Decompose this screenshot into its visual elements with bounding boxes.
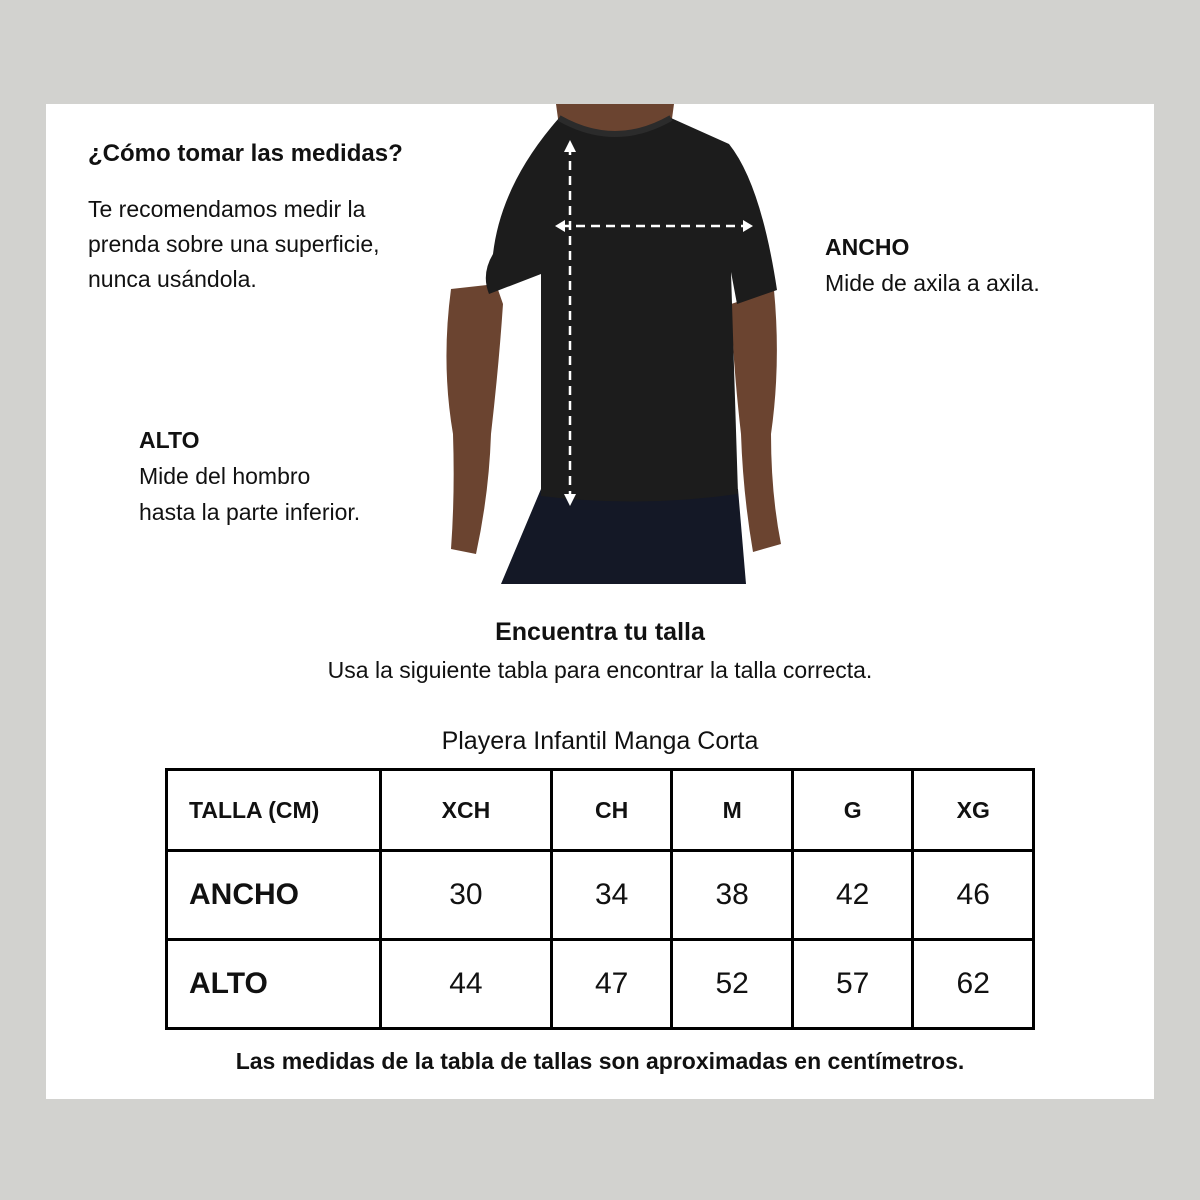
child-tshirt-illustration — [441, 104, 786, 584]
ancho-description: Mide de axila a axila. — [825, 270, 1040, 296]
header-cell: CH — [551, 770, 672, 851]
find-size-title: Encuentra tu talla — [495, 618, 705, 646]
table-cell: 30 — [381, 851, 552, 940]
row-label: ALTO — [167, 940, 381, 1029]
table-cell: 57 — [792, 940, 913, 1029]
header-cell: M — [672, 770, 793, 851]
table-caption: Playera Infantil Manga Corta — [441, 727, 759, 755]
left-arm-shape — [446, 284, 503, 554]
find-size-subtitle: Usa la siguiente tabla para encontrar la talla correcta. — [327, 657, 873, 683]
header-cell: G — [792, 770, 913, 851]
header-cell: TALLA (CM) — [167, 770, 381, 851]
table-row — [167, 940, 1034, 1029]
pants-shape — [501, 489, 746, 584]
size-guide-card — [46, 104, 1154, 1099]
table-row — [167, 851, 1034, 940]
alto-label-block — [139, 422, 360, 530]
alto-title: ALTO — [139, 427, 200, 453]
header-cell: XCH — [381, 770, 552, 851]
table-cell: 46 — [913, 851, 1034, 940]
header-cell: XG — [913, 770, 1034, 851]
table-cell: 44 — [381, 940, 552, 1029]
howto-text: Te recomendamos medir la prenda sobre una superficie, nunca usándola. — [88, 196, 380, 292]
howto-title: ¿Cómo tomar las medidas? — [88, 140, 403, 167]
tshirt-figure-svg — [441, 104, 786, 584]
table-cell: 38 — [672, 851, 793, 940]
table-cell: 47 — [551, 940, 672, 1029]
size-table — [165, 768, 1035, 1030]
table-header-row — [167, 770, 1034, 851]
row-label: ANCHO — [167, 851, 381, 940]
footnote: Las medidas de la tabla de tallas son aproximadas en centímetros. — [235, 1048, 965, 1074]
table-cell: 62 — [913, 940, 1034, 1029]
ancho-label-block — [825, 229, 1040, 301]
table-cell: 34 — [551, 851, 672, 940]
table-cell: 52 — [672, 940, 793, 1029]
table-cell: 42 — [792, 851, 913, 940]
ancho-title: ANCHO — [825, 234, 910, 260]
alto-description-line2: hasta la parte inferior. — [139, 499, 361, 525]
alto-description-line1: Mide del hombro — [139, 463, 311, 489]
